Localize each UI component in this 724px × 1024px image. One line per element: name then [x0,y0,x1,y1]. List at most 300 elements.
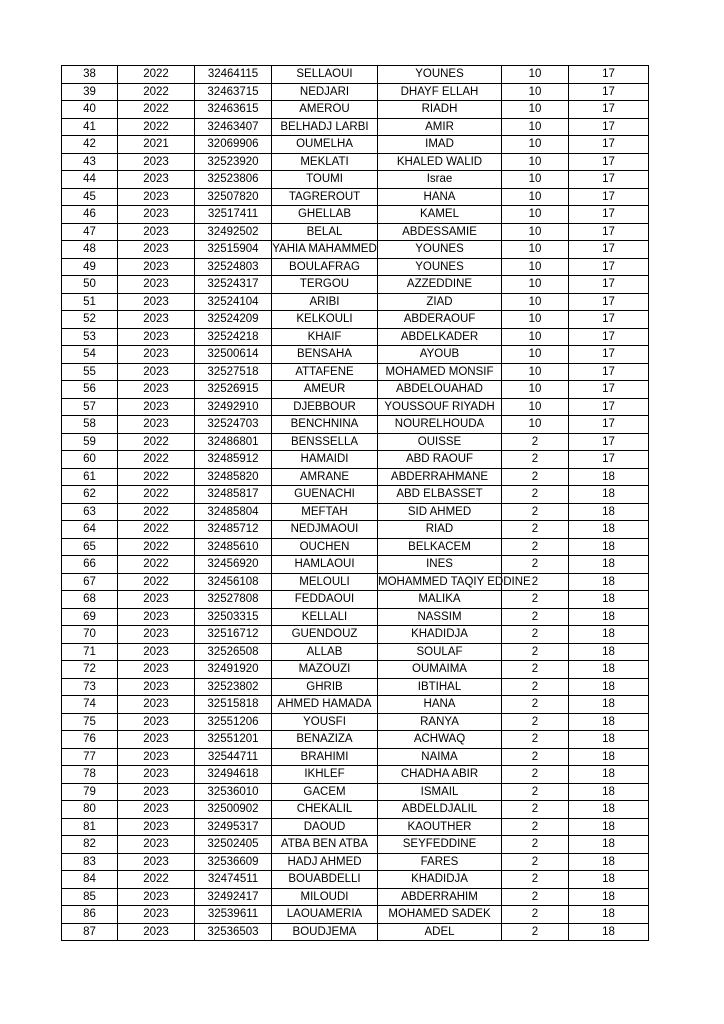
id-number-cell: 32515904 [195,241,272,259]
group-cell: 10 [502,328,569,346]
last-name-cell: DAOUD [272,818,378,836]
group-cell: 2 [502,853,569,871]
year-cell: 2023 [118,188,195,206]
group-cell: 10 [502,101,569,119]
last-name-cell: CHEKALIL [272,801,378,819]
row-number-cell: 80 [62,801,118,819]
first-name-cell: OUISSE [378,433,502,451]
group-cell: 2 [502,433,569,451]
last-name-cell: BOUABDELLI [272,871,378,889]
value-cell: 18 [569,783,649,801]
row-number-cell: 59 [62,433,118,451]
value-cell: 18 [569,643,649,661]
group-cell: 10 [502,346,569,364]
table-row [62,171,649,189]
row-number-cell: 70 [62,626,118,644]
value-cell: 18 [569,678,649,696]
id-number-cell: 32526915 [195,381,272,399]
row-number-cell: 81 [62,818,118,836]
last-name-cell: HAMAIDI [272,451,378,469]
first-name-cell: INES [378,556,502,574]
value-cell: 17 [569,83,649,101]
year-cell: 2021 [118,136,195,154]
id-number-cell: 32539611 [195,906,272,924]
table-row [62,66,649,84]
id-number-cell: 32523802 [195,678,272,696]
year-cell: 2023 [118,223,195,241]
last-name-cell: KELLALI [272,608,378,626]
row-number-cell: 73 [62,678,118,696]
row-number-cell: 58 [62,416,118,434]
first-name-cell: RIAD [378,521,502,539]
group-cell: 2 [502,801,569,819]
row-number-cell: 39 [62,83,118,101]
last-name-cell: MEKLATI [272,153,378,171]
value-cell: 18 [569,626,649,644]
value-cell: 18 [569,661,649,679]
first-name-cell: ABDELOUAHAD [378,381,502,399]
year-cell: 2023 [118,836,195,854]
id-number-cell: 32069906 [195,136,272,154]
row-number-cell: 60 [62,451,118,469]
id-number-cell: 32463407 [195,118,272,136]
first-name-cell: AYOUB [378,346,502,364]
row-number-cell: 64 [62,521,118,539]
year-cell: 2023 [118,363,195,381]
group-cell: 10 [502,416,569,434]
value-cell: 18 [569,486,649,504]
table-row [62,836,649,854]
row-number-cell: 76 [62,731,118,749]
year-cell: 2023 [118,171,195,189]
table-row [62,521,649,539]
group-cell: 2 [502,521,569,539]
last-name-cell: BOUDJEMA [272,923,378,941]
id-number-cell: 32464115 [195,66,272,84]
table-row [62,696,649,714]
id-number-cell: 32524218 [195,328,272,346]
id-number-cell: 32491920 [195,661,272,679]
value-cell: 18 [569,503,649,521]
id-number-cell: 32492502 [195,223,272,241]
year-cell: 2023 [118,748,195,766]
year-cell: 2023 [118,643,195,661]
row-number-cell: 62 [62,486,118,504]
year-cell: 2022 [118,118,195,136]
last-name-cell: BENSAHA [272,346,378,364]
row-number-cell: 41 [62,118,118,136]
group-cell: 10 [502,136,569,154]
row-number-cell: 78 [62,766,118,784]
table-row [62,626,649,644]
year-cell: 2023 [118,731,195,749]
table-row [62,468,649,486]
row-number-cell: 84 [62,871,118,889]
row-number-cell: 61 [62,468,118,486]
group-cell: 2 [502,923,569,941]
last-name-cell: BOULAFRAG [272,258,378,276]
value-cell: 18 [569,713,649,731]
year-cell: 2022 [118,433,195,451]
year-cell: 2023 [118,591,195,609]
year-cell: 2023 [118,626,195,644]
row-number-cell: 48 [62,241,118,259]
year-cell: 2023 [118,346,195,364]
year-cell: 2023 [118,818,195,836]
first-name-cell: MOHAMED MONSIF [378,363,502,381]
row-number-cell: 77 [62,748,118,766]
value-cell: 17 [569,293,649,311]
table-row [62,748,649,766]
first-name-cell: ABD RAOUF [378,451,502,469]
last-name-cell: MAZOUZI [272,661,378,679]
id-number-cell: 32527518 [195,363,272,381]
row-number-cell: 79 [62,783,118,801]
id-number-cell: 32536010 [195,783,272,801]
value-cell: 18 [569,556,649,574]
last-name-cell: AMRANE [272,468,378,486]
group-cell: 10 [502,311,569,329]
id-number-cell: 32524317 [195,276,272,294]
last-name-cell: GUENDOUZ [272,626,378,644]
row-number-cell: 52 [62,311,118,329]
value-cell: 18 [569,591,649,609]
first-name-cell: HANA [378,188,502,206]
year-cell: 2023 [118,696,195,714]
table-row [62,818,649,836]
year-cell: 2022 [118,573,195,591]
year-cell: 2022 [118,451,195,469]
first-name-cell: NASSIM [378,608,502,626]
table-row [62,678,649,696]
first-name-cell: ABDERRAHIM [378,888,502,906]
first-name-cell: CHADHA ABIR [378,766,502,784]
table-row [62,503,649,521]
last-name-cell: BELAL [272,223,378,241]
table-row [62,871,649,889]
last-name-cell: BENAZIZA [272,731,378,749]
group-cell: 2 [502,731,569,749]
value-cell: 18 [569,696,649,714]
group-cell: 2 [502,626,569,644]
group-cell: 2 [502,713,569,731]
first-name-cell: OUMAIMA [378,661,502,679]
table-row [62,888,649,906]
first-name-cell: Israe [378,171,502,189]
year-cell: 2022 [118,66,195,84]
first-name-cell: ABDELKADER [378,328,502,346]
first-name-cell: IBTIHAL [378,678,502,696]
id-number-cell: 32507820 [195,188,272,206]
row-number-cell: 66 [62,556,118,574]
table-row [62,311,649,329]
value-cell: 17 [569,136,649,154]
last-name-cell: MILOUDI [272,888,378,906]
table-row [62,433,649,451]
last-name-cell: SELLAOUI [272,66,378,84]
group-cell: 2 [502,591,569,609]
row-number-cell: 74 [62,696,118,714]
table-row [62,608,649,626]
last-name-cell: BENSSELLA [272,433,378,451]
table-row [62,451,649,469]
year-cell: 2023 [118,381,195,399]
value-cell: 18 [569,573,649,591]
year-cell: 2022 [118,503,195,521]
first-name-cell: KHADIDJA [378,626,502,644]
year-cell: 2023 [118,258,195,276]
last-name-cell: YOUSFI [272,713,378,731]
group-cell: 10 [502,118,569,136]
value-cell: 18 [569,836,649,854]
value-cell: 18 [569,731,649,749]
row-number-cell: 69 [62,608,118,626]
value-cell: 18 [569,818,649,836]
row-number-cell: 49 [62,258,118,276]
row-number-cell: 87 [62,923,118,941]
last-name-cell: HADJ AHMED [272,853,378,871]
id-number-cell: 32502405 [195,836,272,854]
row-number-cell: 82 [62,836,118,854]
value-cell: 18 [569,521,649,539]
last-name-cell: AMEUR [272,381,378,399]
value-cell: 18 [569,801,649,819]
year-cell: 2023 [118,888,195,906]
group-cell: 2 [502,906,569,924]
table-row [62,538,649,556]
year-cell: 2022 [118,556,195,574]
table-row [62,258,649,276]
first-name-cell: YOUNES [378,241,502,259]
first-name-cell: RIADH [378,101,502,119]
value-cell: 17 [569,241,649,259]
group-cell: 10 [502,381,569,399]
year-cell: 2023 [118,608,195,626]
table-row [62,241,649,259]
table-row [62,101,649,119]
last-name-cell: MELOULI [272,573,378,591]
year-cell: 2023 [118,416,195,434]
last-name-cell: MEFTAH [272,503,378,521]
first-name-cell: SOULAF [378,643,502,661]
first-name-cell: AZZEDDINE [378,276,502,294]
year-cell: 2023 [118,398,195,416]
last-name-cell: GUENACHI [272,486,378,504]
row-number-cell: 83 [62,853,118,871]
table-row [62,573,649,591]
value-cell: 17 [569,66,649,84]
id-number-cell: 32524803 [195,258,272,276]
value-cell: 17 [569,451,649,469]
group-cell: 10 [502,83,569,101]
table-row [62,381,649,399]
last-name-cell: GHRIB [272,678,378,696]
table-row [62,293,649,311]
id-number-cell: 32544711 [195,748,272,766]
last-name-cell: KELKOULI [272,311,378,329]
last-name-cell: BRAHIMI [272,748,378,766]
id-number-cell: 32524104 [195,293,272,311]
row-number-cell: 42 [62,136,118,154]
id-number-cell: 32524703 [195,416,272,434]
first-name-cell: ABD ELBASSET [378,486,502,504]
id-number-cell: 32500902 [195,801,272,819]
row-number-cell: 86 [62,906,118,924]
table-row [62,486,649,504]
group-cell: 2 [502,783,569,801]
group-cell: 2 [502,818,569,836]
group-cell: 2 [502,451,569,469]
last-name-cell: GACEM [272,783,378,801]
table-row [62,346,649,364]
value-cell: 18 [569,538,649,556]
table-row [62,556,649,574]
table-row [62,713,649,731]
id-number-cell: 32517411 [195,206,272,224]
row-number-cell: 67 [62,573,118,591]
row-number-cell: 65 [62,538,118,556]
first-name-cell: KAOUTHER [378,818,502,836]
id-number-cell: 32474511 [195,871,272,889]
group-cell: 2 [502,748,569,766]
last-name-cell: NEDJARI [272,83,378,101]
group-cell: 10 [502,363,569,381]
id-number-cell: 32492910 [195,398,272,416]
group-cell: 10 [502,398,569,416]
table-row [62,591,649,609]
table-row [62,83,649,101]
id-number-cell: 32515818 [195,696,272,714]
table-row [62,276,649,294]
last-name-cell: TOUMI [272,171,378,189]
row-number-cell: 55 [62,363,118,381]
first-name-cell: YOUNES [378,66,502,84]
id-number-cell: 32485804 [195,503,272,521]
id-number-cell: 32456108 [195,573,272,591]
group-cell: 2 [502,836,569,854]
first-name-cell: ZIAD [378,293,502,311]
id-number-cell: 32523920 [195,153,272,171]
id-number-cell: 32524209 [195,311,272,329]
row-number-cell: 85 [62,888,118,906]
id-number-cell: 32494618 [195,766,272,784]
value-cell: 18 [569,468,649,486]
year-cell: 2023 [118,923,195,941]
row-number-cell: 68 [62,591,118,609]
table-row [62,188,649,206]
value-cell: 17 [569,416,649,434]
id-number-cell: 32463715 [195,83,272,101]
first-name-cell: ADEL [378,923,502,941]
value-cell: 17 [569,381,649,399]
last-name-cell: AMEROU [272,101,378,119]
last-name-cell: HAMLAOUI [272,556,378,574]
row-number-cell: 51 [62,293,118,311]
group-cell: 2 [502,556,569,574]
row-number-cell: 75 [62,713,118,731]
value-cell: 17 [569,118,649,136]
first-name-cell: ACHWAQ [378,731,502,749]
group-cell: 2 [502,678,569,696]
table-row [62,153,649,171]
group-cell: 2 [502,486,569,504]
row-number-cell: 53 [62,328,118,346]
year-cell: 2022 [118,486,195,504]
group-cell: 10 [502,171,569,189]
year-cell: 2022 [118,83,195,101]
value-cell: 18 [569,888,649,906]
last-name-cell: YAHIA MAHAMMED [272,241,378,259]
table-row [62,801,649,819]
value-cell: 17 [569,311,649,329]
student-list-table [61,65,649,941]
id-number-cell: 32456920 [195,556,272,574]
id-number-cell: 32485817 [195,486,272,504]
table-row [62,906,649,924]
table-row [62,853,649,871]
year-cell: 2023 [118,206,195,224]
group-cell: 10 [502,223,569,241]
first-name-cell: HANA [378,696,502,714]
id-number-cell: 32486801 [195,433,272,451]
first-name-cell: NOURELHOUDA [378,416,502,434]
group-cell: 2 [502,573,569,591]
id-number-cell: 32526508 [195,643,272,661]
first-name-cell: SID AHMED [378,503,502,521]
table-row [62,363,649,381]
value-cell: 18 [569,871,649,889]
table-row [62,661,649,679]
year-cell: 2023 [118,276,195,294]
last-name-cell: BELHADJ LARBI [272,118,378,136]
first-name-cell: YOUNES [378,258,502,276]
year-cell: 2023 [118,661,195,679]
id-number-cell: 32523806 [195,171,272,189]
group-cell: 2 [502,538,569,556]
last-name-cell: FEDDAOUI [272,591,378,609]
table-row [62,118,649,136]
value-cell: 18 [569,923,649,941]
first-name-cell: AMIR [378,118,502,136]
row-number-cell: 56 [62,381,118,399]
row-number-cell: 72 [62,661,118,679]
id-number-cell: 32536609 [195,853,272,871]
value-cell: 18 [569,608,649,626]
group-cell: 2 [502,871,569,889]
row-number-cell: 71 [62,643,118,661]
value-cell: 17 [569,223,649,241]
year-cell: 2023 [118,766,195,784]
row-number-cell: 57 [62,398,118,416]
last-name-cell: BENCHNINA [272,416,378,434]
value-cell: 17 [569,276,649,294]
id-number-cell: 32500614 [195,346,272,364]
row-number-cell: 63 [62,503,118,521]
last-name-cell: DJEBBOUR [272,398,378,416]
last-name-cell: TERGOU [272,276,378,294]
first-name-cell: YOUSSOUF RIYADH [378,398,502,416]
table-row [62,223,649,241]
last-name-cell: OUMELHA [272,136,378,154]
value-cell: 17 [569,346,649,364]
id-number-cell: 32485712 [195,521,272,539]
table-row [62,136,649,154]
year-cell: 2023 [118,853,195,871]
last-name-cell: ATBA BEN ATBA [272,836,378,854]
first-name-cell: SEYFEDDINE [378,836,502,854]
value-cell: 17 [569,153,649,171]
row-number-cell: 54 [62,346,118,364]
